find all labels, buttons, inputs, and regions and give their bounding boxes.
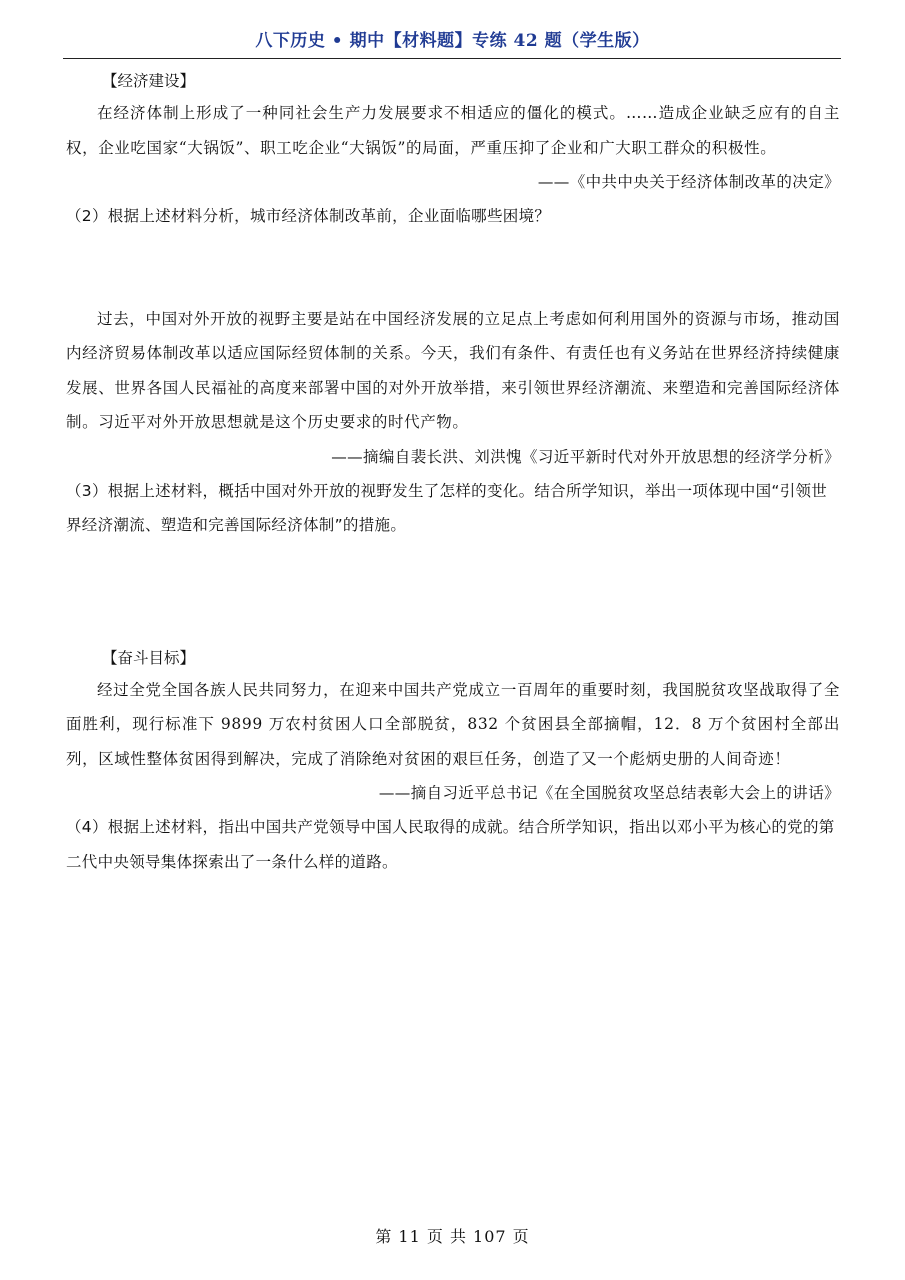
answer-space-3 <box>66 543 840 645</box>
section-title-economic-construction: 【经济建设】 <box>102 72 196 90</box>
material-source-2: ——摘编自裴长洪、刘洪愧《习近平新时代对外开放思想的经济学分析》 <box>331 447 840 466</box>
question-2: （2）根据上述材料分析，城市经济体制改革前，企业面临哪些困境？ <box>66 207 551 225</box>
question-4: （4）根据上述材料，指出中国共产党领导中国人民取得的成就。结合所学知识，指出以邓小平为核心的党的第二代中央领导集体探索出了一条什么样的道路。 <box>66 818 835 871</box>
material-source-3: ——摘自习近平总书记《在全国脱贫攻坚总结表彰大会上的讲话》 <box>378 784 840 802</box>
document-body <box>66 68 840 879</box>
section-title-struggle-goals: 【奋斗目标】 <box>102 648 196 667</box>
material-paragraph-2: 过去，中国对外开放的视野主要是站在中国经济发展的立足点上考虑如何利用国外的资源与市场，推动国内经济贸易体制改革以适应国际经贸体制的关系。今天，我们有条件、有责任也有义务站在世界经济持续健康发展、世界各国人民福祉的高度来部署中国的对外开放举措，来引领世界经济潮流、来塑造和完善国际经济体制。习近平对外开放思想就是这个历史要求的时代产物。 <box>66 309 840 431</box>
material-source-1: ——《中共中央关于经济体制改革的决定》 <box>537 173 840 191</box>
page-number: 第 11 页 共 107 页 <box>375 1227 530 1246</box>
material-paragraph-3: 经过全党全国各族人民共同努力，在迎来中国共产党成立一百周年的重要时刻，我国脱贫攻坚战取得了全面胜利，现行标准下 9899 万农村贫困人口全部脱贫，832 个贫困县全部摘帽，12．8 万个贫困村全部出列，区域性整体贫困得到解决，完成了消除绝对贫困的艰巨任务，创造了又一个彪炳史册的人间奇迹！ <box>66 680 840 768</box>
material-paragraph-1: 在经济体制上形成了一种同社会生产力发展要求不相适应的僵化的模式。……造成企业缺乏应有的自主权，企业吃国家“大锅饭”、职工吃企业“大锅饭”的局面，严重压抑了企业和广大职工群众的积极性。 <box>66 104 840 157</box>
answer-space-2 <box>66 234 840 298</box>
header-divider <box>63 58 841 59</box>
page-header-title: 八下历史 • 期中【材料题】专练 42 题（学生版） <box>255 31 650 51</box>
question-3: （3）根据上述材料，概括中国对外开放的视野发生了怎样的变化。结合所学知识，举出一项体现中国“引领世界经济潮流、塑造和完善国际经济体制”的措施。 <box>66 481 828 534</box>
